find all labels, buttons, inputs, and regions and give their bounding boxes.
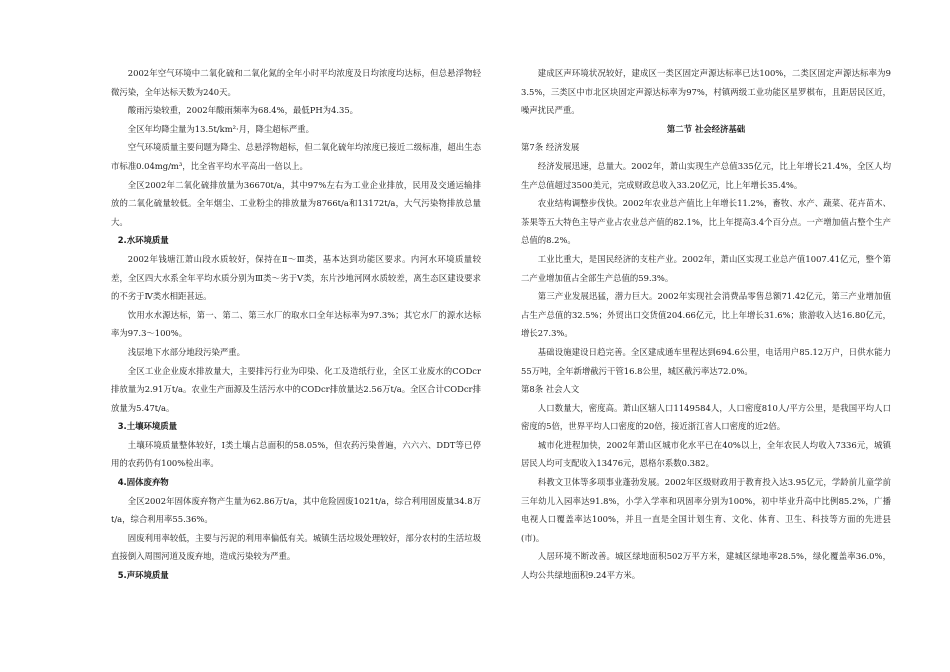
paragraph: 全区工业企业废水排放量大，主要排污行业为印染、化工及造纸行业，全区工业废水的CODcr排放量为2.91万t/a。农业生产面源及生活污水中的CODcr排放量达2.56万t/a。全区合计CODcr排放量为5.47t/a。 (111, 365, 481, 413)
paragraph: 工业比重大，是国民经济的支柱产业。2002年，萧山区实现工业总产值1007.41亿元，整个第二产业增加值占全部生产总值的59.3%。 (521, 253, 891, 283)
paragraph: 土壤环境质量整体较好，Ⅰ类土壤占总面积的58.05%，但农药污染普遍，六六六、DDT等已停用的农药仍有100%检出率。 (111, 439, 481, 469)
section-heading: 第二节 社会经济基础 (666, 123, 746, 134)
paragraph: 经济发展迅速，总量大。2002年，萧山实现生产总值335亿元，比上年增长21.4%，全区人均生产总值超过3500美元，完成财政总收入33.20亿元，比上年增长35.4%。 (521, 160, 891, 190)
paragraph: 全区2002年固体废弃物产生量为62.86万t/a，其中危险固废1021t/a，综合利用固废量34.8万t/a，综合利用率55.36%。 (111, 495, 481, 525)
paragraph: 全区年均降尘量为13.5t/km²·月，降尘超标严重。 (127, 123, 315, 134)
paragraph: 饮用水水源达标，第一、第二、第三水厂的取水口全年达标率为97.3%；其它水厂的源水达标率为97.3～100%。 (111, 309, 481, 339)
paragraph: 全区2002年二氧化硫排放量为36670t/a，其中97%左右为工业企业排放，民用及交通运输排放的二氧化硫量较低。全年烟尘、工业粉尘的排放量为8766t/a和13172t/a，大气污染物排放总量大。 (111, 179, 481, 227)
paragraph: 人口数量大，密度高。萧山区辖人口1149584人，人口密度810人/平方公里，是我国平均人口密度的5倍，世界平均人口密度的20倍，接近浙江省人口密度的近2倍。 (521, 402, 891, 432)
paragraph: 酸雨污染较重，2002年酸雨频率为68.4%，最低PH为4.35。 (127, 105, 359, 116)
paragraph: 城市化进程加快，2002年萧山区城市化水平已在40%以上，全年农民人均收入7336元，城镇居民人均可支配收入13476元，恩格尔系数0.382。 (521, 439, 891, 469)
paragraph: 浅层地下水部分地段污染严重。 (127, 346, 246, 357)
subsection-heading: 3.土壤环境质量 (117, 421, 177, 432)
subsection-heading: 4.固体废弃物 (117, 477, 169, 488)
paragraph: 科教文卫体等多项事业蓬勃发展。2002年区级财政用于教育投入达3.95亿元，学龄前儿童学前三年幼儿入园率达91.8%，小学入学率和巩固率分别为100%，初中毕业升高中比例85.2%，广播电视人口覆盖率达100%，并且一直是全国计划生育、文化、体育、卫生、科技等方面的先进县(市)。 (521, 477, 891, 543)
subsection-heading: 5.声环境质量 (117, 570, 169, 581)
paragraph: 2002年空气环境中二氧化硫和二氧化氮的全年小时平均浓度及日均浓度均达标，但总悬浮物轻微污染，全年达标天数为240天。 (111, 68, 481, 97)
article-heading: 第7条 经济发展 (521, 142, 580, 153)
subsection-heading: 2.水环境质量 (117, 235, 169, 246)
right-column (521, 64, 891, 585)
paragraph: 2002年钱塘江萧山段水质较好，保持在Ⅱ～Ⅲ类，基本达到功能区要求。内河水环境质量较差，全区四大水系全年平均水质分别为Ⅲ类～劣于Ⅴ类，东片沙地河网水质较差，离生态区建设要求的不劣于Ⅳ类水相距甚远。 (111, 253, 481, 302)
paragraph: 固废利用率较低，主要与污泥的利用率偏低有关。城镇生活垃圾处理较好，部分农村的生活垃圾直接倒入周围河道及废弃地，造成污染较为严重。 (111, 532, 481, 562)
left-column (111, 64, 481, 585)
paragraph: 空气环境质量主要问题为降尘、总悬浮物超标，但二氧化硫年均浓度已接近二级标准，超出生态市标准0.04mg/m³，比全省平均水平高出一倍以上。 (111, 142, 481, 171)
paragraph: 基础设施建设日趋完善。全区建成通车里程达到694.6公里，电话用户85.12万户，日供水能力55万吨，全年新增截污干管16.8公里，城区截污率达72.0%。 (521, 346, 891, 376)
paragraph: 建成区声环境状况较好，建成区一类区固定声源达标率已达100%，二类区固定声源达标率为93.5%，三类区中市北区块固定声源达标率为97%，村镇两级工业功能区星罗棋布，且距居民区近，噪声扰民严重。 (521, 68, 891, 116)
paragraph: 人居环境不断改善。城区绿地面积502万平方米，建城区绿地率28.5%，绿化覆盖率36.0%，人均公共绿地面积9.24平方米。 (521, 551, 891, 581)
paragraph: 农业结构调整步伐快。2002年农业总产值比上年增长11.2%，畜牧、水产、蔬菜、花卉苗木、茶果等五大特色主导产业占农业总产值的82.1%，比上年提高3.4个百分点。一产增加值占整个生产总值的8.2%。 (521, 198, 891, 246)
article-heading: 第8条 社会人文 (521, 384, 580, 395)
paragraph: 第三产业发展迅猛，潜力巨大。2002年实现社会消费品零售总额71.42亿元，第三产业增加值占生产总值的32.5%；外贸出口交货值204.66亿元，比上年增长31.6%；旅游收入达16.80亿元，增长27.3%。 (521, 291, 891, 339)
